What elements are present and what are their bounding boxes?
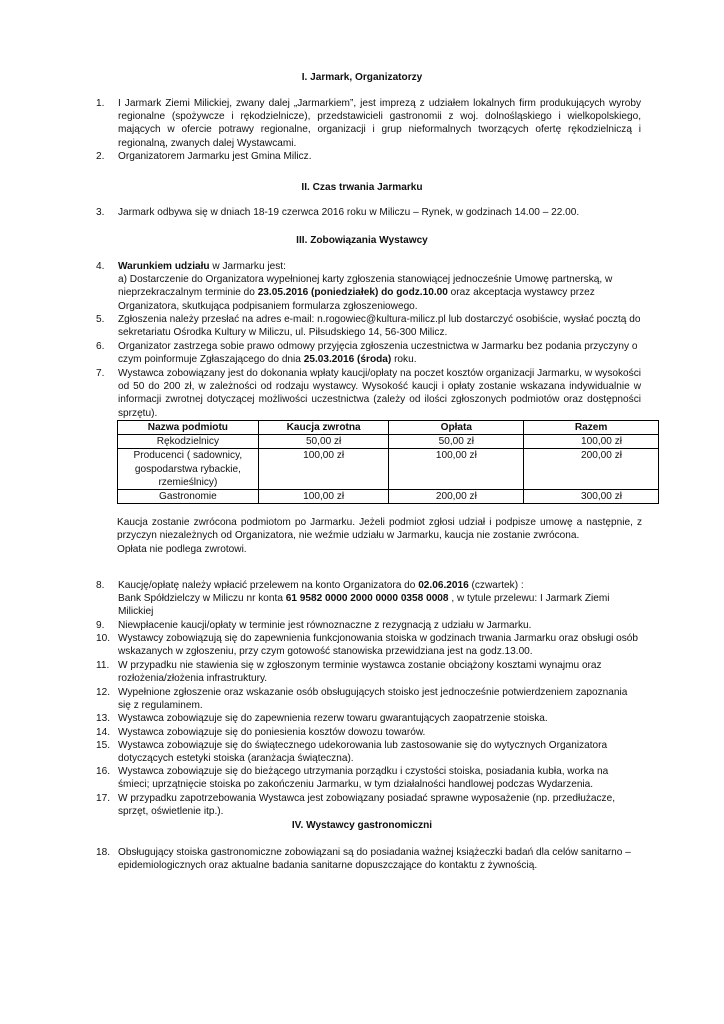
item-text: Wystawca zobowiązuje się do poniesienia kosztów dowozu towarów. <box>118 727 426 738</box>
item-text <box>118 340 641 366</box>
table-cell: 50,00 zł <box>258 435 389 449</box>
item-text: Wystawcy zobowiązują się do zapewnienia funkcjonowania stoiska w godzinach trwania Jarmarku oraz obsługi osób wskazanych w zgłoszeniu, przy czym gotowość stanowiska przewidziana jest na godz.13.00. <box>118 633 639 658</box>
item-17 <box>96 792 641 818</box>
column-header: Nazwa podmiotu <box>118 421 259 435</box>
item-number: 5. <box>96 314 105 325</box>
section-heading-1: I. Jarmark, Organizatorzy <box>301 72 423 83</box>
item-number: 16. <box>96 766 111 777</box>
item-8-line-2 <box>118 592 641 618</box>
payment-text: Kaucję/opłatę należy wpłacić przelewem na konto Organizatora do <box>118 580 419 591</box>
point-a-rest: oraz akceptacja wystawcy przez Organizatora, skutkująca podpisaniem formularza zgłoszeniowego. <box>118 287 595 312</box>
item-15 <box>96 739 641 765</box>
item-6 <box>96 340 641 366</box>
item-number: 13. <box>96 713 111 724</box>
item-number: 2. <box>96 151 105 162</box>
column-header: Opłata <box>389 421 524 435</box>
item-number: 11. <box>96 660 110 671</box>
item-3 <box>96 206 641 219</box>
item-number: 17. <box>96 793 111 804</box>
item-4-point-a <box>118 273 641 313</box>
item-number: 6. <box>96 341 105 352</box>
table-cell: Producenci ( sadownicy, gospodarstwa rybackie, rzemieślnicy) <box>118 449 259 490</box>
table-cell: 100,00 zł <box>258 449 389 490</box>
table-cell: Rękodzielnicy <box>118 435 259 449</box>
table-cell: 200,00 zł <box>389 490 524 504</box>
item-text: Wypełnione zgłoszenie oraz wskazanie osób obsługujących stoisko jest jednocześnie potwierdzeniem zapoznania się z regulaminem. <box>118 687 628 712</box>
item-14 <box>96 726 641 739</box>
item-number: 10. <box>96 633 111 644</box>
item-4 <box>96 260 641 313</box>
account-number: 61 9582 0000 2000 0000 0358 0008 <box>285 593 449 605</box>
item-6-date: 25.03.2016 (środa) <box>303 354 392 366</box>
condition-rest: w Jarmarku jest: <box>209 261 286 272</box>
column-header: Razem <box>524 421 659 435</box>
item-7 <box>96 367 641 420</box>
item-1 <box>96 97 641 150</box>
item-5 <box>96 313 641 339</box>
column-header: Kaucja zwrotna <box>258 421 389 435</box>
item-2 <box>96 150 641 163</box>
table-cell: 50,00 zł <box>389 435 524 449</box>
payment-deadline: 02.06.2016 <box>418 580 469 591</box>
item-text: Obsługujący stoiska gastronomiczne zobowiązani są do posiadania ważnej książeczki badań dla celów sanitarno – epidemiologicznych oraz aktualne badania sanitarne dopuszczające do kontaktu z żywnością. <box>118 847 631 872</box>
condition-label: Warunkiem udziału <box>118 261 210 272</box>
table-row <box>118 449 659 490</box>
item-12 <box>96 686 641 712</box>
item-number: 12. <box>96 687 111 698</box>
item-text: Organizatorem Jarmarku jest Gmina Milicz. <box>118 151 312 162</box>
deadline-date: 23.05.2016 (poniedziałek) do godz.10.00 <box>257 287 448 299</box>
section-heading-3: III. Zobowiązania Wystawcy <box>296 235 428 246</box>
item-text: Jarmark odbywa się w dniach 18-19 czerwca 2016 roku w Miliczu – Rynek, w godzinach 14.00 – 22.00. <box>118 207 580 218</box>
item-number: 3. <box>96 207 105 218</box>
item-6-rest: roku. <box>391 354 417 366</box>
item-9 <box>96 619 641 632</box>
table-cell: 200,00 zł <box>524 449 659 490</box>
fees-table <box>117 420 659 504</box>
table-row <box>118 490 659 504</box>
item-11 <box>96 659 641 685</box>
item-text: Wystawca zobowiązuje się do zapewnienia rezerw towaru gwarantujących zaopatrzenie stoiska. <box>118 713 548 724</box>
table-row <box>118 435 659 449</box>
item-number: 14. <box>96 727 111 738</box>
item-number: 8. <box>96 580 105 591</box>
table-cell: 100,00 zł <box>389 449 524 490</box>
item-number: 1. <box>96 98 105 109</box>
table-cell: Gastronomie <box>118 490 259 504</box>
item-text: W przypadku nie stawienia się w zgłoszonym terminie wystawca zostanie obciążony kosztami wynajmu oraz rozłożenia/złożenia infrastruktury. <box>118 660 602 685</box>
transfer-title: , w tytule przelewu: I Jarmark Ziemi Milickiej <box>118 593 610 618</box>
item-8 <box>96 579 641 619</box>
item-16 <box>96 765 641 791</box>
point-a-text: a) Dostarczenie do Organizatora wypełnionej karty zgłoszenia stanowiącej jednocześnie Umowę partnerską, w nieprzekraczalnym terminie do <box>118 274 613 299</box>
item-text: Niewpłacenie kaucji/opłaty w terminie jest równoznaczne z rezygnacją z udziału w Jarmarku. <box>118 620 532 631</box>
item-number: 4. <box>96 261 105 272</box>
item-8-line-1 <box>118 579 641 592</box>
item-text <box>118 260 641 313</box>
item-4-lead <box>118 260 641 273</box>
bank-name: Bank Spółdzielczy w Miliczu nr konta <box>118 593 286 605</box>
item-18 <box>96 846 641 872</box>
item-10 <box>96 632 641 658</box>
table-cell: 100,00 zł <box>524 435 659 449</box>
item-number: 7. <box>96 368 105 379</box>
item-text: Zgłoszenia należy przesłać na adres e-mail: n.rogowiec@kultura-milicz.pl lub dostarczyć osobiście, wysłać pocztą do sekretariatu Ośrodka Kultury w Miliczu, ul. Piłsudskiego 14, 56-300 Milicz. <box>118 314 641 339</box>
table-header-row <box>118 421 659 435</box>
item-number: 9. <box>96 620 105 631</box>
item-text: W przypadku zapotrzebowania Wystawca jest zobowiązany posiadać sprawne wyposażenie (np. przedłużacze, sprzęt, oświetlenie itp.). <box>118 793 615 818</box>
payment-day: (czwartek) : <box>468 580 524 591</box>
section-heading-4: IV. Wystawcy gastronomiczni <box>291 820 433 831</box>
item-text: Wystawca zobowiązany jest do dokonania wpłaty kaucji/opłaty na poczet kosztów organizacji Jarmarku, w wysokości od 50 do 200 zł, w zależności od rodzaju wystawcy. Wysokość kaucji i opłaty zostanie wskazana indywidualnie w informacji zwrotnej dotyczącej możliwości uczestnictwa (zależy od ilości zgłoszonych podmiotów oraz dostępności sprzętu). <box>118 368 641 419</box>
section-heading-2: II. Czas trwania Jarmarku <box>301 182 423 193</box>
item-6-text: Organizator zastrzega sobie prawo odmowy przyjęcia zgłoszenia uczestnictwa w Jarmarku bez podania przyczyny o czym poinformuje Zgłaszającego do dnia <box>118 341 638 366</box>
item-number: 15. <box>96 740 111 751</box>
deposit-note: Kaucja zostanie zwrócona podmiotom po Jarmarku. Jeżeli podmiot zgłosi udział i podpisze umowę a następnie, z przyczyn niezależnych od Organizatora, nie weźmie udziału w Jarmarku, kaucja nie zostanie zwrócona. <box>117 517 642 542</box>
item-number: 18. <box>96 847 111 858</box>
fee-note: Opłata nie podlega zwrotowi. <box>117 544 247 555</box>
item-text: I Jarmark Ziemi Milickiej, zwany dalej „Jarmarkiem”, jest imprezą z udziałem lokalnych firm produkujących wyroby regionalne (spożywcze i rękodzielnicze), przedstawicieli gastronomii z woj. dolnośląskiego i wielkopolskiego, mających w ofercie potrawy regionalne, organizacji i grup nieformalnych tworzących ofertę rękodzielniczą i regionalną, zwanych dalej Wystawcami. <box>118 98 641 149</box>
item-text: Wystawca zobowiązuje się do świątecznego udekorowania lub zastosowanie się do wytycznych Organizatora dotyczących estetyki stoiska (aranżacja świąteczna). <box>118 740 608 765</box>
item-text: Wystawca zobowiązuje się do bieżącego utrzymania porządku i czystości stoiska, posiadania kubła, worka na śmieci; uprzątnięcie stoiska po zakończeniu Jarmarku, w tym działalności handlowej podczas Wydarzenia. <box>118 766 609 791</box>
item-13 <box>96 712 641 725</box>
table-cell: 300,00 zł <box>524 490 659 504</box>
item-text <box>118 579 641 619</box>
table-cell: 100,00 zł <box>258 490 389 504</box>
